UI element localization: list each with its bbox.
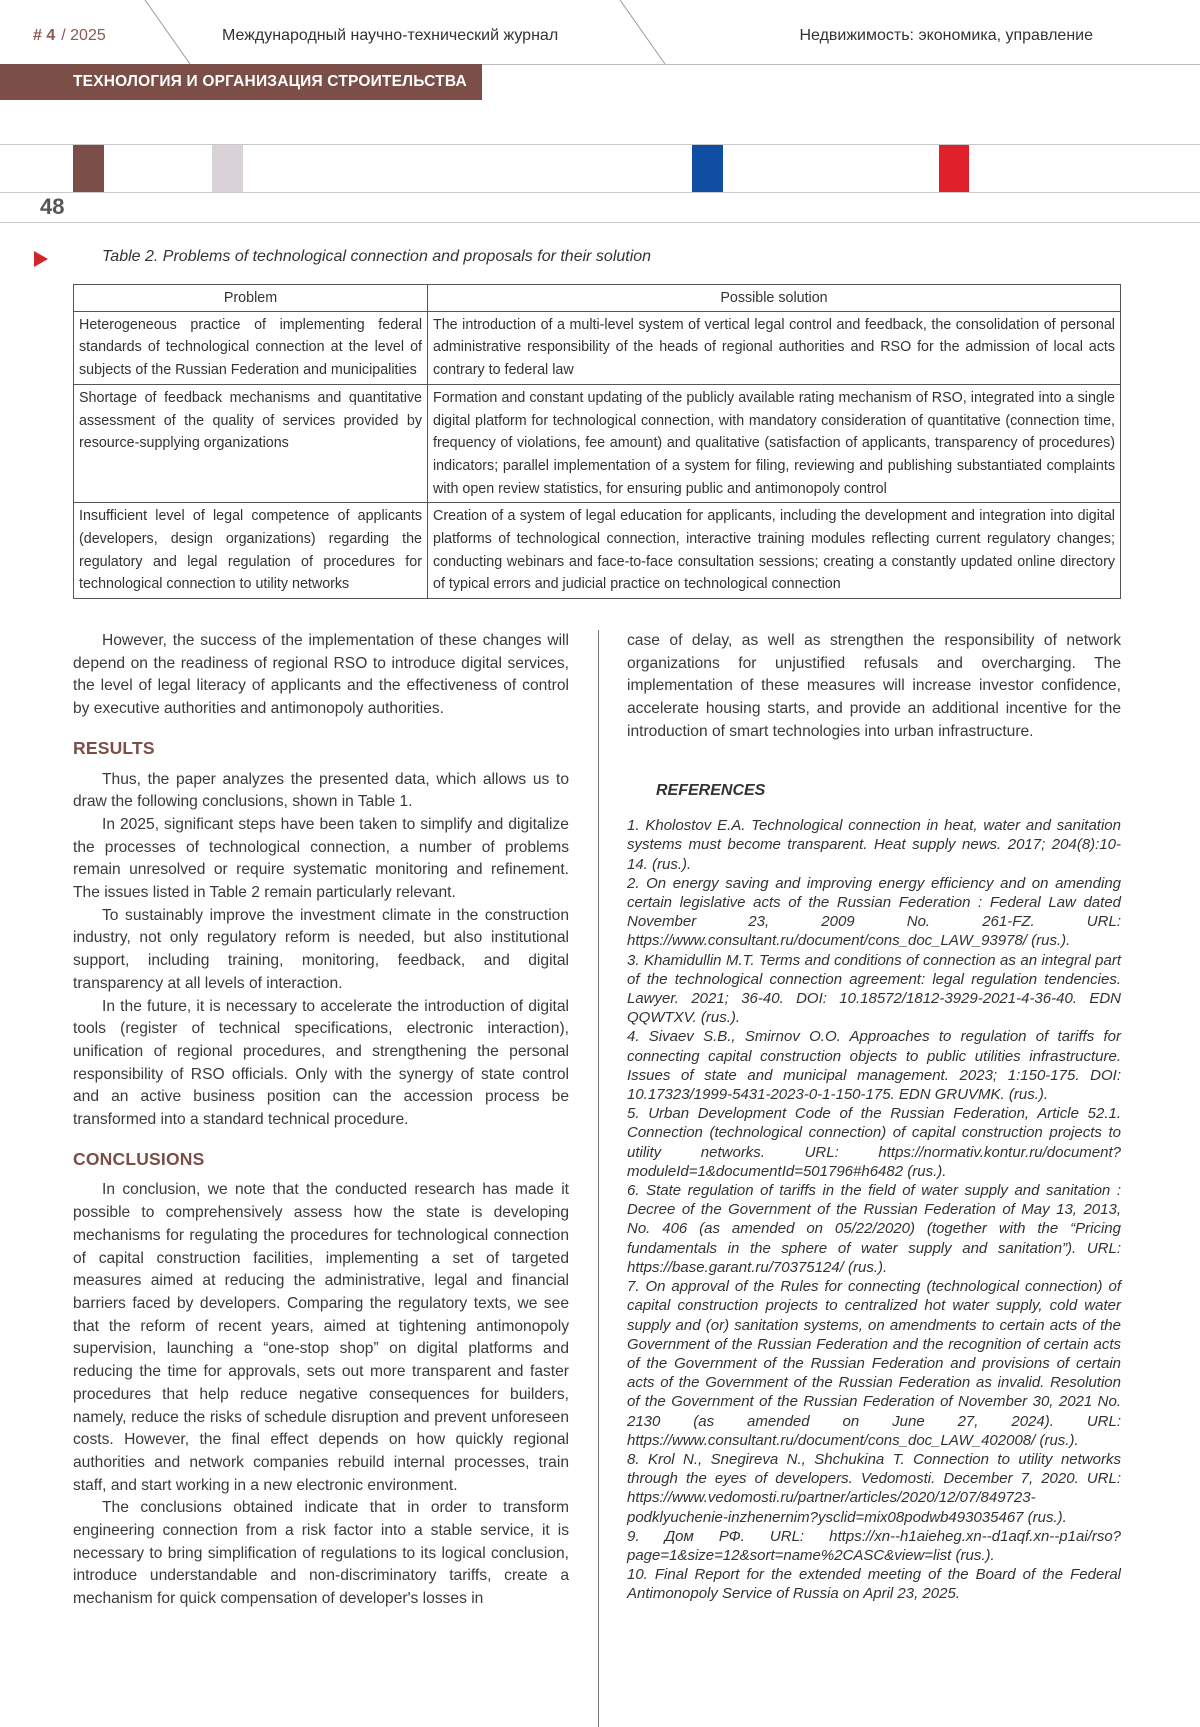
color-square-blue (692, 145, 723, 192)
issue-year: / 2025 (61, 27, 106, 44)
reference-item: 3. Khamidullin M.T. Terms and conditions of connection as an integral part of the technological connection agreement: legal regulation tendencies. Lawyer. 2021; 36-40. DOI: 10.18572/1812-3929-2021-4-36-40. EDN QQWTXV. (rus.). (627, 951, 1121, 1027)
red-triangle-marker-icon (34, 251, 48, 267)
reference-item: 1. Kholostov E.A. Technological connection in heat, water and sanitation systems must become transparent. Heat supply news. 2017; 204(8):10-14. (rus.). (627, 817, 1121, 873)
right-column (627, 630, 1121, 1604)
results-paragraph: In the future, it is necessary to accelerate the introduction of digital tools (register of technical specifications, electronic interaction), unification of regional procedures, and strengthening the personal responsibility of RSO officials. Only with the synergy of state control and an active business position can the accession process be transformed into a standard technical procedure. (73, 997, 569, 1129)
reference-item: 8. Krol N., Snegireva N., Shchukina T. Connection to utility networks through the eyes of developers. Vedomosti. December 7, 2020. URL: https://www.vedomosti.ru/partner/articles/2020/12/07/849723-podklyuchenie-inzhenernim?ysclid=mix08podwb493035467 (rus.). (627, 1450, 1121, 1526)
reference-item: 7. On approval of the Rules for connecting (technological connection) of capital construction projects to centralized hot water supply, cold water supply and (or) sanitation systems, on amendments to certain acts of the Government of the Russian Federation and the recognition of certain acts of the Government of the Russian Federation and provisions of certain acts of the Government of the Russian Federation as invalid. Resolution of the Government of the Russian Federation of November 30, 2021 No. 2130 (as amended on June 27, 2024). URL: https://www.consultant.ru/document/cons_doc_LAW_402008/ (rus.). (627, 1278, 1121, 1449)
reference-item: 2. On energy saving and improving energy efficiency and on amending certain legislative acts of the Russian Federation : Federal Law dated November 23, 2009 No. 261-FZ. URL: https://www.consultant.ru/document/cons_doc_LAW_93978/ (rus.). (627, 874, 1121, 950)
table-header-row (74, 285, 1121, 312)
results-paragraph: Thus, the paper analyzes the presented data, which allows us to draw the following conclusions, shown in Table 1. (73, 770, 569, 811)
solution-cell: Creation of a system of legal education for applicants, including the development and integration into digital platforms of technological connection, interactive training modules reflecting current regulatory changes; conducting webinars and face-to-face consultation sessions; creating a constantly updated online directory of typical errors and judicial practice on technological connection (428, 503, 1121, 599)
results-paragraph: In 2025, significant steps have been taken to simplify and digitalize the processes of technological connection, a number of problems remain unresolved or require systematic monitoring and refinement. The issues listed in Table 2 remain particularly relevant. (73, 815, 569, 902)
problems-table (73, 284, 1121, 599)
table-row (74, 503, 1121, 599)
references-list (627, 816, 1121, 1603)
table-caption: Table 2. Problems of technological connection and proposals for their solution (102, 248, 652, 265)
issue-number: # 4 (33, 27, 56, 44)
page-number-rule (0, 222, 1200, 223)
page-number: 48 (40, 194, 65, 219)
problem-cell: Heterogeneous practice of implementing federal standards of technological connection at the level of subjects of the Russian Federation and municipalities (74, 311, 428, 384)
section-title: ТЕХНОЛОГИЯ И ОРГАНИЗАЦИЯ СТРОИТЕЛЬСТВА (73, 73, 467, 90)
results-heading: RESULTS (73, 737, 155, 758)
intro-paragraph: However, the success of the implementation of these changes will depend on the readiness of regional RSO to introduce digital services, the level of legal literacy of applicants and the effectiveness of control by executive authorities and antimonopoly authorities. (73, 632, 569, 718)
references-heading: REFERENCES (656, 781, 766, 799)
color-strip-top-rule (0, 144, 1200, 145)
journal-topic: Недвижимость: экономика, управление (799, 27, 1093, 44)
reference-item: 6. State regulation of tariffs in the field of water supply and sanitation : Decree of the Government of the Russian Federation of May 13, 2013, No. 406 (as amended on 05/22/2020) (together with the “Pricing fundamentals in the sphere of water supply and sanitation”). URL: https://base.garant.ru/70375124/ (rus.). (627, 1182, 1121, 1276)
table-row (74, 384, 1121, 503)
color-square-red (939, 145, 969, 192)
column-divider (598, 630, 599, 1727)
problem-cell: Insufficient level of legal competence of applicants (developers, design organizations) regarding the regulatory and legal regulation of procedures for technological connection to utility networks (74, 503, 428, 599)
journal-title: Международный научно-технический журнал (222, 27, 559, 44)
table-header-solution: Possible solution (428, 285, 1121, 312)
conclusions-heading: CONCLUSIONS (73, 1148, 205, 1169)
continuation-paragraph: case of delay, as well as strengthen the responsibility of network organizations for unjustified refusals and overcharging. The implementation of these measures will increase investor confidence, accelerate housing starts, and provide an additional incentive for the introduction of smart technologies into urban infrastructure. (627, 632, 1121, 740)
problem-cell: Shortage of feedback mechanisms and quantitative assessment of the quality of services provided by resource-supplying organizations (74, 384, 428, 503)
solution-cell: The introduction of a multi-level system of vertical legal control and feedback, the consolidation of personal administrative responsibility of the heads of regional authorities and RSO for the admission of local acts contrary to federal law (428, 311, 1121, 384)
conclusions-paragraph: In conclusion, we note that the conducted research has made it possible to comprehensively assess how the state is developing mechanisms for regulating the procedures for technological connection of capital construction facilities, implementing a set of targeted measures aimed at reducing the administrative, legal and financial barriers faced by developers. Comparing the regulatory texts, we see that the reform of recent years, aimed at tightening antimonopoly supervision, launching a “one-stop shop” on digital platforms and reducing the time for approvals, sets out more transparent and faster procedures that help reduce negative consequences for builders, namely, reduce the risks of schedule disruption and prevent unforeseen costs. However, the final effect depends on how quickly regional authorities and network companies rebuild internal processes, train staff, and start working in a new electronic environment. (73, 1181, 569, 1494)
results-paragraph: To sustainably improve the investment climate in the construction industry, not only regulatory reform is needed, but also institutional support, including training, monitoring, feedback, and digital transparency at all levels of interaction. (73, 906, 569, 992)
color-square-grey (212, 145, 243, 192)
reference-item: 10. Final Report for the extended meeting of the Board of the Federal Antimonopoly Service of Russia on April 23, 2025. (627, 1566, 1121, 1603)
conclusions-paragraph: The conclusions obtained indicate that in order to transform engineering connection from a risk factor into a stable service, it is necessary to bring simplification of regulations to its logical conclusion, introduce understandable and non-discriminatory tariffs, create a mechanism for quick compensation of developer's losses in (73, 1499, 569, 1608)
solution-cell: Formation and constant updating of the publicly available rating mechanism of RSO, integrated into a single digital platform for technological connection, with mandatory consideration of quantitative (connection time, frequency of violations, fee amount) and qualitative (satisfaction of applicants, transparency of procedures) indicators; parallel implementation of a system for filing, reviewing and publishing substantiated complaints with open review statistics, for ensuring public and antimonopoly control (428, 384, 1121, 503)
reference-item: 9. Дом РФ. URL: https://xn--h1aieheg.xn--d1aqf.xn--p1ai/rso?page=1&size=12&sort=name%2CASC&view=list (rus.). (627, 1527, 1121, 1564)
color-strip-bottom-rule (0, 192, 1200, 193)
table-row (74, 311, 1121, 384)
table-header-problem: Problem (74, 285, 428, 312)
reference-item: 4. Sivaev S.B., Smirnov O.O. Approaches to regulation of tariffs for connecting capital construction objects to public utilities infrastructure. Issues of state and municipal management. 2023; 1:150-175. DOI: 10.17323/1999-5431-2023-0-1-150-175. EDN GRUVMK. (rus.). (627, 1028, 1121, 1104)
color-square-brown (73, 145, 104, 192)
left-column (73, 630, 569, 1611)
reference-item: 5. Urban Development Code of the Russian Federation, Article 52.1. Connection (technological connection) of capital construction projects to utility networks. URL: https://normativ.kontur.ru/document?moduleId=1&documentId=501796#h6482 (rus.). (627, 1105, 1121, 1180)
